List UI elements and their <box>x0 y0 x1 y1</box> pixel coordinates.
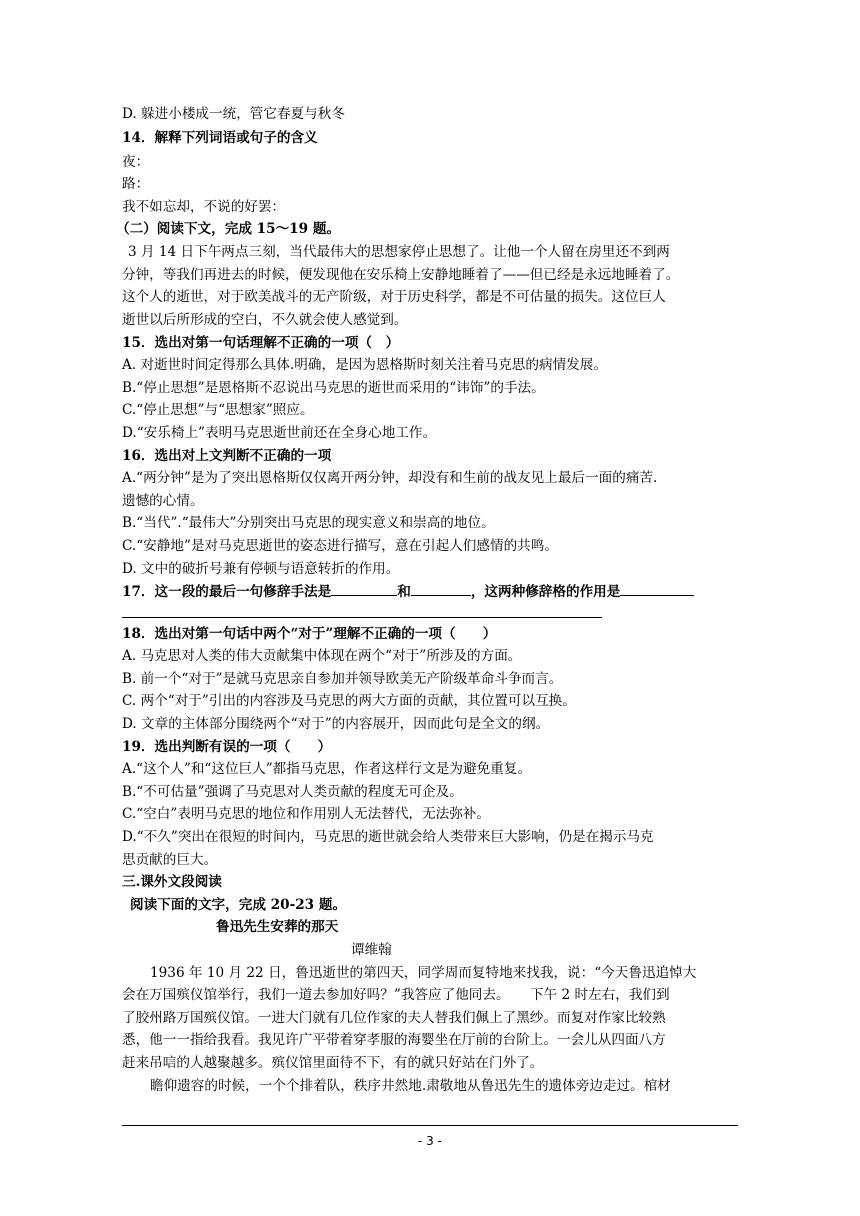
article-paragraph: 悉，他一一指给我看。我见许广平带着穿孝服的海婴坐在厅前的台阶上。一会儿从四面八方 <box>122 1032 666 1048</box>
option-c: C.“空白”表明马克思的地位和作用别人无法替代，无法弥补。 <box>122 806 490 822</box>
option-a: A. 马克思对人类的伟大贡献集中体现在两个“对于”所涉及的方面。 <box>122 648 522 664</box>
page-number: - 3 - <box>418 1134 442 1148</box>
option-c: C.“安静地”是对马克思逝世的姿态进行描写，意在引起人们感情的共鸣。 <box>122 538 558 554</box>
article-paragraph: 了胶州路万国殡仪馆。一进大门就有几位作家的夫人替我们佩上了黑纱。而复对作家比较熟 <box>122 1010 666 1026</box>
question-18: 18．选出对第一句话中两个“对于”理解不正确的一项（ ） <box>122 626 497 642</box>
answer-blank-1[interactable] <box>331 581 397 596</box>
passage-line: 分钟，等我们再进去的时候，便发现他在安乐椅上安静地睡着了——但已经是永远地睡着了。 <box>122 267 680 283</box>
term-sentence: 我不如忘却，不说的好罢： <box>122 199 286 215</box>
option-d-cont: 思贡献的巨大。 <box>122 852 218 868</box>
option-d: D. 文中的破折号兼有停顿与语意转折的作用。 <box>122 561 400 577</box>
passage-line: 这个人的逝世，对于欧美战斗的无产阶级，对于历史科学，都是不可估量的损失。这位巨人 <box>122 289 666 305</box>
article-title: 鲁迅先生安葬的那天 <box>216 919 339 935</box>
article-paragraph: 瞻仰遗容的时候，一个个排着队，秩序井然地.肃敬地从鲁迅先生的遗体旁边走过。棺材 <box>150 1078 671 1094</box>
option-a: A. 对逝世时间定得那么具体.明确，是因为恩格斯时刻关注着马克思的病情发展。 <box>122 357 607 373</box>
question-14: 14．解释下列词语或句子的含义 <box>122 130 318 146</box>
question-17-text: 17．这一段的最后一句修辞手法是 <box>122 584 332 600</box>
option-a: A.“两分钟”是为了突出恩格斯仅仅离开两分钟，却没有和生前的战友见上最后一面的痛苦. <box>122 470 658 486</box>
answer-blank-3[interactable] <box>620 581 694 596</box>
option-d-q13: D. 躲进小楼成一统，管它春夏与秋冬 <box>122 106 345 122</box>
option-b: B.“不可估量”强调了马克思对人类贡献的程度无可企及。 <box>122 784 463 800</box>
footer-rule <box>122 1125 738 1126</box>
question-17-text-2: ，这两种修辞格的作用是 <box>470 584 621 600</box>
question-19: 19．选出判断有误的一项（ ） <box>122 739 332 755</box>
option-d: D.“安乐椅上”表明马克思逝世前还在全身心地工作。 <box>122 425 437 441</box>
option-b: B.“当代”.“最伟大”分别突出马克思的现实意义和崇高的地位。 <box>122 515 495 531</box>
term-night: 夜： <box>122 154 150 170</box>
passage-line: 3 月 14 日下午两点三刻，当代最伟大的思想家停止思想了。让他一个人留在房里还不到两 <box>128 244 670 260</box>
option-b: B.“停止思想”是恩格斯不忍说出马克思的逝世而采用的“讳饰”的手法。 <box>122 380 545 396</box>
option-d: D.“不久”突出在很短的时间内，马克思的逝世就会给人类带来巨大影响，仍是在揭示马克 <box>122 829 654 845</box>
reading-instruction: 阅读下面的文字，完成 20-23 题。 <box>130 897 347 913</box>
option-a-cont: 遗憾的心情。 <box>122 493 204 509</box>
section-heading-3: 三.课外文段阅读 <box>122 874 222 890</box>
question-17 <box>122 581 694 601</box>
article-paragraph: 赶来吊唁的人越聚越多。殡仪馆里面待不下，有的就只好站在门外了。 <box>122 1055 544 1071</box>
option-b: B. 前一个“对于”是就马克思亲自参加并领导欧美无产阶级革命斗争而言。 <box>122 671 563 687</box>
answer-line[interactable] <box>122 617 602 618</box>
question-17-and: 和 <box>397 584 411 600</box>
option-c: C.“停止思想”与“思想家”照应。 <box>122 402 314 418</box>
section-heading-2: （二）阅读下文，完成 15～19 题。 <box>116 221 341 237</box>
passage-line: 逝世以后所形成的空白，不久就会使人感觉到。 <box>122 312 408 328</box>
article-paragraph: 1936 年 10 月 22 日，鲁迅逝世的第四天，同学周而复特地来找我，说：“今天鲁迅追悼大 <box>150 965 697 981</box>
answer-blank-2[interactable] <box>411 581 471 596</box>
article-paragraph: 会在万国殡仪馆举行，我们一道去参加好吗？”我答应了他同去。 下午 2 时左右，我们到 <box>122 987 670 1003</box>
question-16: 16．选出对上文判断不正确的一项 <box>122 448 332 464</box>
option-d: D. 文章的主体部分围绕两个“对于”的内容展开，因而此句是全文的纲。 <box>122 716 550 732</box>
option-a: A.“这个人”和“这位巨人”都指马克思，作者这样行文是为避免重复。 <box>122 761 531 777</box>
option-c: C. 两个“对于”引出的内容涉及马克思的两大方面的贡献，其位置可以互换。 <box>122 693 576 709</box>
article-author: 谭维翰 <box>351 942 392 958</box>
question-15: 15．选出对第一句话理解不正确的一项（ ） <box>122 335 400 351</box>
term-road: 路： <box>122 176 150 192</box>
